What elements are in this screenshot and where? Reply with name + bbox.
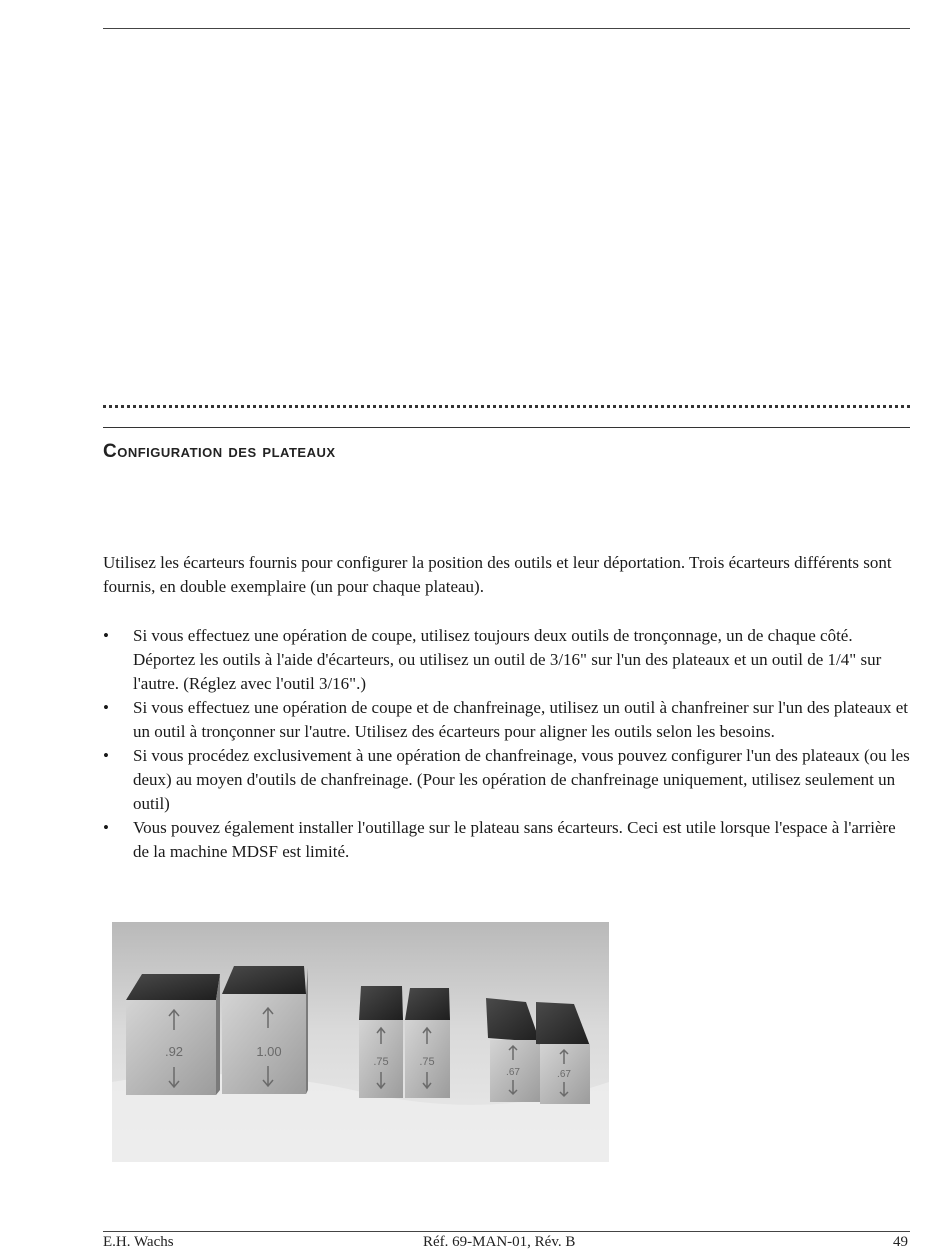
block-label: .92 [164,1044,184,1059]
bullet-text: Si vous procédez exclusivement à une opération de chanfreinage, vous pouvez configurer l'un des plateaux (ou les deux) au moyen d'outils de chanfreinage. (Pour les opération de chanfreinage uniquement, utilisez seulement un outil) [133,746,910,813]
block-label: .75 [419,1056,435,1068]
block-label: .67 [557,1069,571,1080]
bullet-list [103,624,913,864]
footer-reference: Réf. 69-MAN-01, Rév. B [423,1234,576,1250]
bullet-icon: • [103,626,109,645]
spacer-block [222,966,308,1094]
section-heading: Configuration des plateaux [103,441,336,462]
dotted-divider [103,405,910,408]
footer-company: E.H. Wachs [103,1234,174,1250]
bullet-text: Si vous effectuez une opération de coupe et de chanfreinage, utilisez un outil à chanfreiner sur l'un des plateaux et un outil à tronçonner sur l'autre. Utilisez des écarteurs pour aligner les outils selon les besoins. [133,698,909,741]
bullet-text: Vous pouvez également installer l'outillage sur le plateau sans écarteurs. Ceci est utile lorsque l'espace à l'arrière de la machine MDSF est limité. [133,818,896,861]
bullet-item [103,696,913,744]
bullet-item [103,624,913,696]
spacer-block [126,974,220,1095]
spacer-blocks-photo [112,922,609,1162]
bullet-icon: • [103,818,109,837]
block-label: .75 [373,1056,389,1068]
section-rule [103,427,910,428]
bullet-icon: • [103,746,109,765]
bullet-item [103,744,913,816]
block-label: 1.00 [256,1044,282,1059]
bullet-text: Si vous effectuez une opération de coupe, utilisez toujours deux outils de tronçonnage, un de chaque côté. Déportez les outils à l'aide d'écarteurs, ou utilisez un outil de 3/16" sur l'un des plateaux et un outil de 1/4" sur l'autre. (Réglez avec l'outil 3/16".) [133,626,882,693]
footer-rule [103,1231,910,1232]
top-rule [103,28,910,29]
page-number: 49 [893,1234,908,1250]
bullet-item [103,816,913,864]
bullet-icon: • [103,698,109,717]
block-label: .67 [506,1067,520,1078]
intro-paragraph: Utilisez les écarteurs fournis pour configurer la position des outils et leur déportation. Trois écarteurs différents sont fournis, en double exemplaire (un pour chaque plateau). [103,553,892,596]
